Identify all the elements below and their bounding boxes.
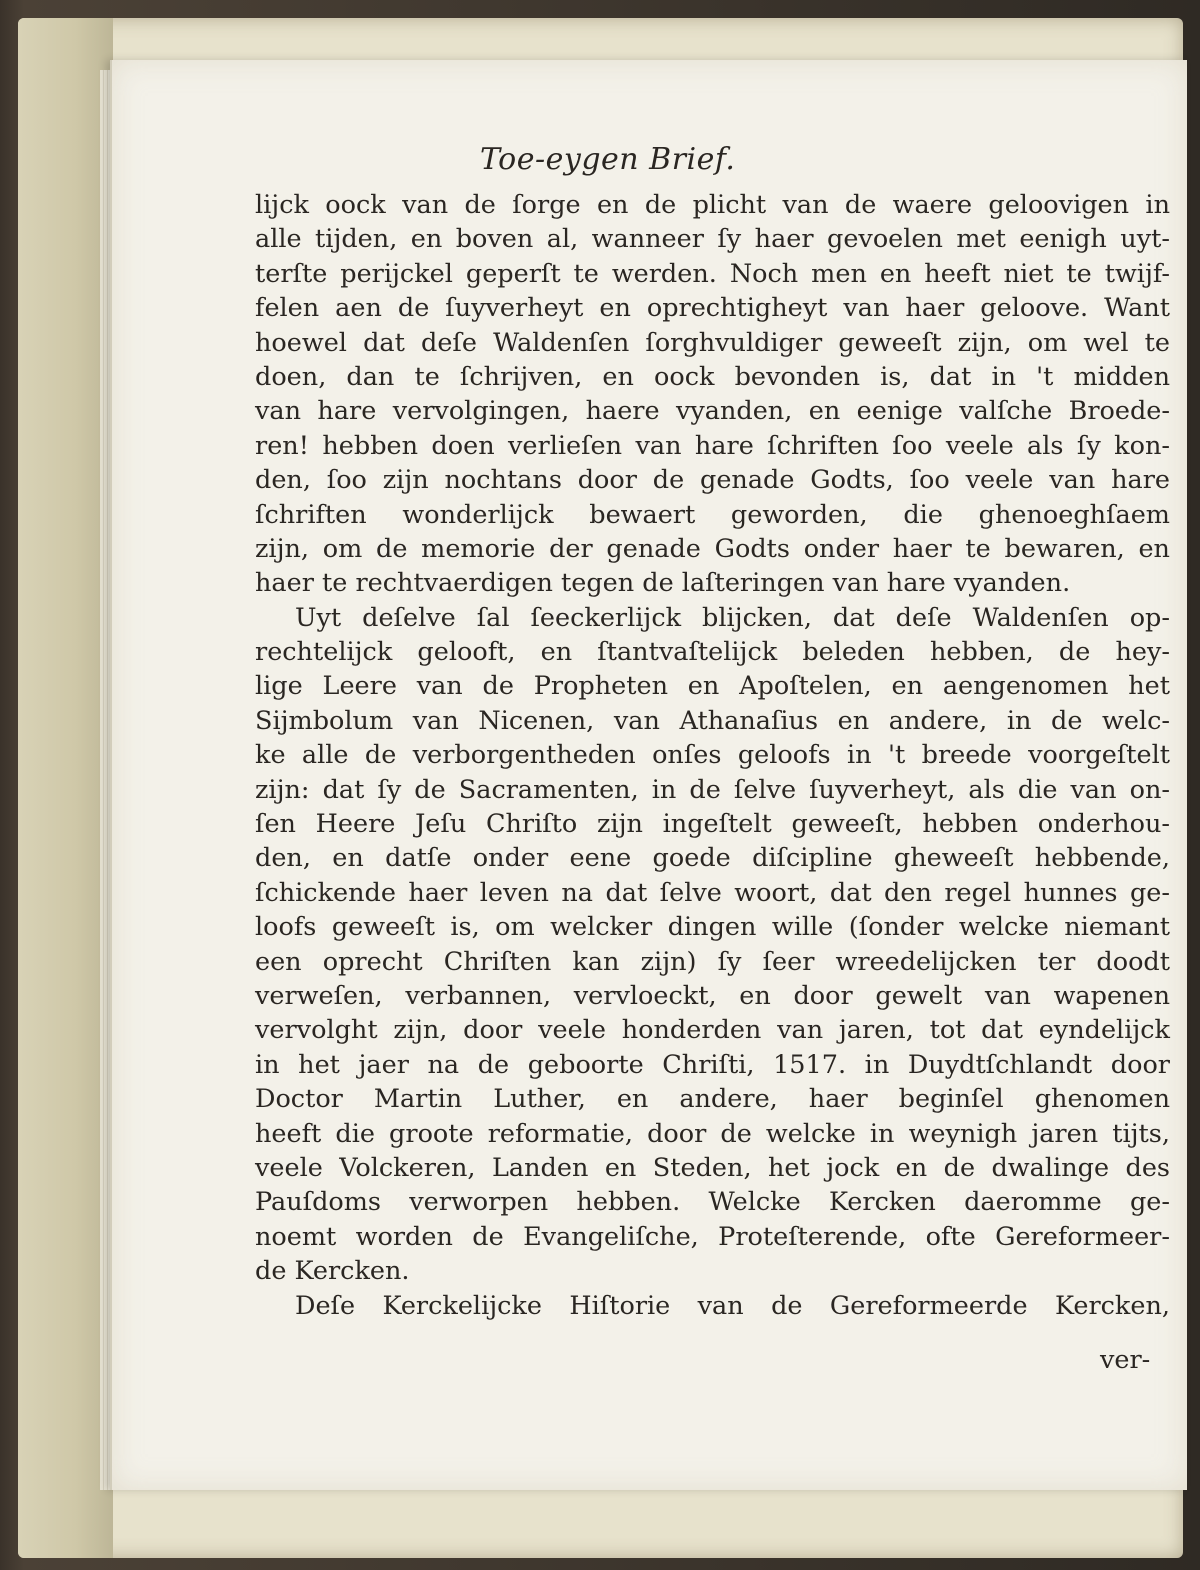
text-line: heeft die groote reformatie, door de welcke in weynigh jaren tijts, — [255, 1118, 1170, 1149]
text-line: Pauſdoms verworpen hebben. Welcke Kercken daeromme ge- — [255, 1187, 1170, 1218]
text-line: haer te rechtvaerdigen tegen de laſteringen van hare vyanden. — [255, 568, 1071, 599]
text-line: ſchickende haer leven na dat ſelve woort, dat den regel hunnes ge- — [255, 877, 1170, 908]
text-line: vervolght zijn, door veele honderden van jaren, tot dat eyndelijck — [255, 1015, 1170, 1046]
text-line: Doctor Martin Luther, en andere, haer beginſel ghenomen — [255, 1084, 1170, 1115]
text-line: ſchriften wonderlijck bewaert geworden, die ghenoeghſaem — [255, 499, 1170, 530]
text-line: Deſe Kerckelijcke Hiſtorie van de Gereformeerde Kercken, — [295, 1290, 1170, 1321]
text-line: lijck oock van de ſorge en de plicht van de waere geloovigen in — [255, 190, 1170, 220]
text-line: loofs geweeſt is, om welcker dingen wille (ſonder welcke niemant — [255, 912, 1170, 943]
catchword: ver- — [1100, 1345, 1151, 1375]
book-spine — [18, 18, 113, 1558]
text-line: felen aen de ſuyverheyt en oprechtigheyt van haer geloove. Want — [255, 293, 1170, 324]
text-line: in het jaer na de geboorte Chriſti, 1517. in Duydtſchlandt door — [255, 1049, 1170, 1080]
text-line: van hare vervolgingen, haere vyanden, en eenige valſche Broede- — [255, 396, 1170, 427]
text-line: alle tijden, en boven al, wanneer ſy haer gevoelen met eenigh uyt- — [255, 224, 1170, 255]
text-line: rechtelijck gelooft, en ſtantvaſtelijck beleden hebben, de hey- — [255, 637, 1170, 668]
text-line: Sijmbolum van Nicenen, van Athanaſius en andere, in de welc- — [255, 705, 1170, 736]
text-line: een oprecht Chriſten kan zijn) ſy ſeer wreedelijcken ter doodt — [255, 946, 1170, 977]
text-line: zijn: dat ſy de Sacramenten, in de ſelve ſuyverheyt, als die van on- — [255, 774, 1170, 805]
text-line: de Kercken. — [255, 1256, 410, 1287]
text-line: ſen Heere Jeſu Chriſto zijn ingeſtelt geweeſt, hebben onderhou- — [255, 809, 1170, 840]
text-line: ren! hebben doen verlieſen van hare ſchriften ſoo veele als ſy kon- — [255, 430, 1170, 461]
text-line: den, en datſe onder eene goede diſcipline gheweeſt hebbende, — [255, 843, 1170, 874]
text-line: Uyt deſelve ſal ſeeckerlijck blijcken, dat deſe Waldenſen op- — [295, 602, 1170, 633]
text-line: doen, dan te ſchrijven, en oock bevonden is, dat in 't midden — [255, 361, 1170, 392]
text-line: hoewel dat deſe Waldenſen ſorghvuldiger geweeſt zijn, om wel te — [255, 327, 1170, 358]
text-line: verweſen, verbannen, vervloeckt, en door gewelt van wapenen — [255, 980, 1170, 1011]
text-line: terſte perijckel geperſt te werden. Noch men en heeft niet te twijf- — [255, 258, 1170, 289]
text-line: noemt worden de Evangeliſche, Proteſterende, ofte Gereformeer- — [255, 1221, 1170, 1252]
running-header: Toe-eygen Brief. — [480, 142, 736, 177]
body-text — [255, 188, 1170, 1323]
text-line: den, ſoo zijn nochtans door de genade Godts, ſoo veele van hare — [255, 465, 1170, 496]
text-line: veele Volckeren, Landen en Steden, het jock en de dwalinge des — [255, 1152, 1170, 1183]
text-line: ke alle de verborgentheden onſes geloofs in 't breede voorgeſtelt — [255, 740, 1170, 771]
text-line: zijn, om de memorie der genade Godts onder haer te bewaren, en — [255, 533, 1170, 564]
text-line: lige Leere van de Propheten en Apoſtelen, en aengenomen het — [255, 671, 1170, 702]
